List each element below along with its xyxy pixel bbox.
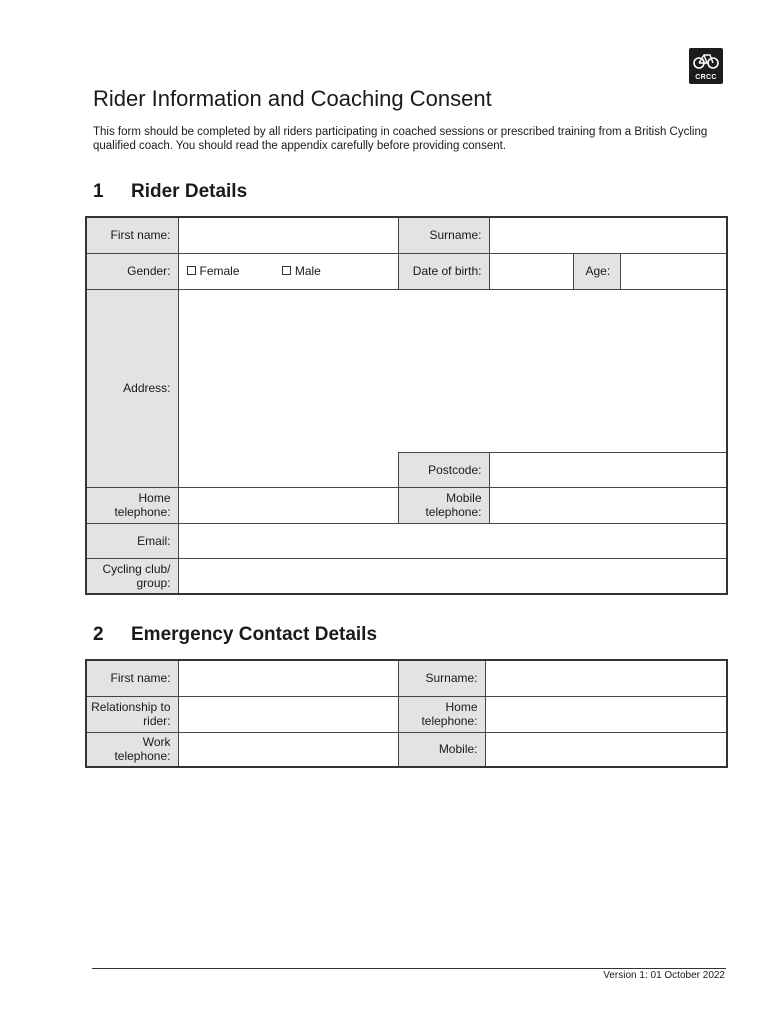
female-checkbox[interactable]	[187, 266, 196, 275]
male-label: Male	[294, 263, 321, 278]
dob-label: Date of birth:	[398, 253, 489, 289]
ec-home-telephone-label: Home telephone:	[398, 696, 485, 732]
section-1-heading	[93, 181, 247, 203]
surname-label: Surname:	[398, 217, 489, 253]
gender-label: Gender:	[86, 253, 178, 289]
bicycle-icon	[692, 51, 720, 71]
ec-first-name-field[interactable]	[178, 660, 398, 696]
section-1-title: Rider Details	[131, 181, 248, 202]
cycling-club-label: Cycling club/ group:	[86, 558, 178, 594]
crcc-logo	[689, 48, 723, 84]
postcode-label: Postcode:	[398, 452, 489, 487]
ec-first-name-label: First name:	[86, 660, 178, 696]
postcode-field[interactable]	[489, 452, 727, 487]
section-2-heading	[93, 624, 377, 646]
dob-field[interactable]	[489, 253, 573, 289]
emergency-contact-table	[85, 659, 728, 768]
gender-female-option[interactable]	[187, 264, 279, 278]
gender-options	[178, 253, 398, 289]
email-field[interactable]	[178, 523, 727, 558]
ec-relationship-field[interactable]	[178, 696, 398, 732]
address-field[interactable]	[178, 289, 727, 452]
ec-mobile-field[interactable]	[485, 732, 727, 767]
ec-surname-field[interactable]	[485, 660, 727, 696]
address-label: Address:	[86, 289, 178, 487]
ec-home-telephone-field[interactable]	[485, 696, 727, 732]
mobile-telephone-label: Mobile telephone:	[398, 487, 489, 523]
section-2-number: 2	[93, 624, 104, 645]
logo-text: CRCC	[695, 74, 717, 81]
address-field-continued[interactable]	[178, 452, 398, 487]
mobile-telephone-field[interactable]	[489, 487, 727, 523]
male-checkbox[interactable]	[282, 266, 291, 275]
ec-surname-label: Surname:	[398, 660, 485, 696]
email-label: Email:	[86, 523, 178, 558]
gender-male-option[interactable]	[282, 264, 321, 278]
ec-work-telephone-label: Work telephone:	[86, 732, 178, 767]
intro-text: This form should be completed by all riders participating in coached sessions or prescribed training from a British Cycling qualified coach. You should read the appendix carefully before providing consent.	[93, 126, 708, 152]
ec-work-telephone-field[interactable]	[178, 732, 398, 767]
rider-details-table	[85, 216, 728, 595]
first-name-field[interactable]	[178, 217, 398, 253]
home-telephone-label: Home telephone:	[86, 487, 178, 523]
age-field[interactable]	[620, 253, 727, 289]
footer-divider	[92, 968, 726, 969]
age-label: Age:	[573, 253, 620, 289]
cycling-club-field[interactable]	[178, 558, 727, 594]
home-telephone-field[interactable]	[178, 487, 398, 523]
ec-relationship-label: Relationship to rider:	[86, 696, 178, 732]
ec-mobile-label: Mobile:	[398, 732, 485, 767]
version-text: Version 1: 01 October 2022	[603, 970, 725, 981]
first-name-label: First name:	[86, 217, 178, 253]
section-2-title: Emergency Contact Details	[131, 624, 378, 645]
page-title: Rider Information and Coaching Consent	[93, 86, 492, 111]
section-1-number: 1	[93, 181, 104, 202]
surname-field[interactable]	[489, 217, 727, 253]
female-label: Female	[199, 263, 240, 278]
